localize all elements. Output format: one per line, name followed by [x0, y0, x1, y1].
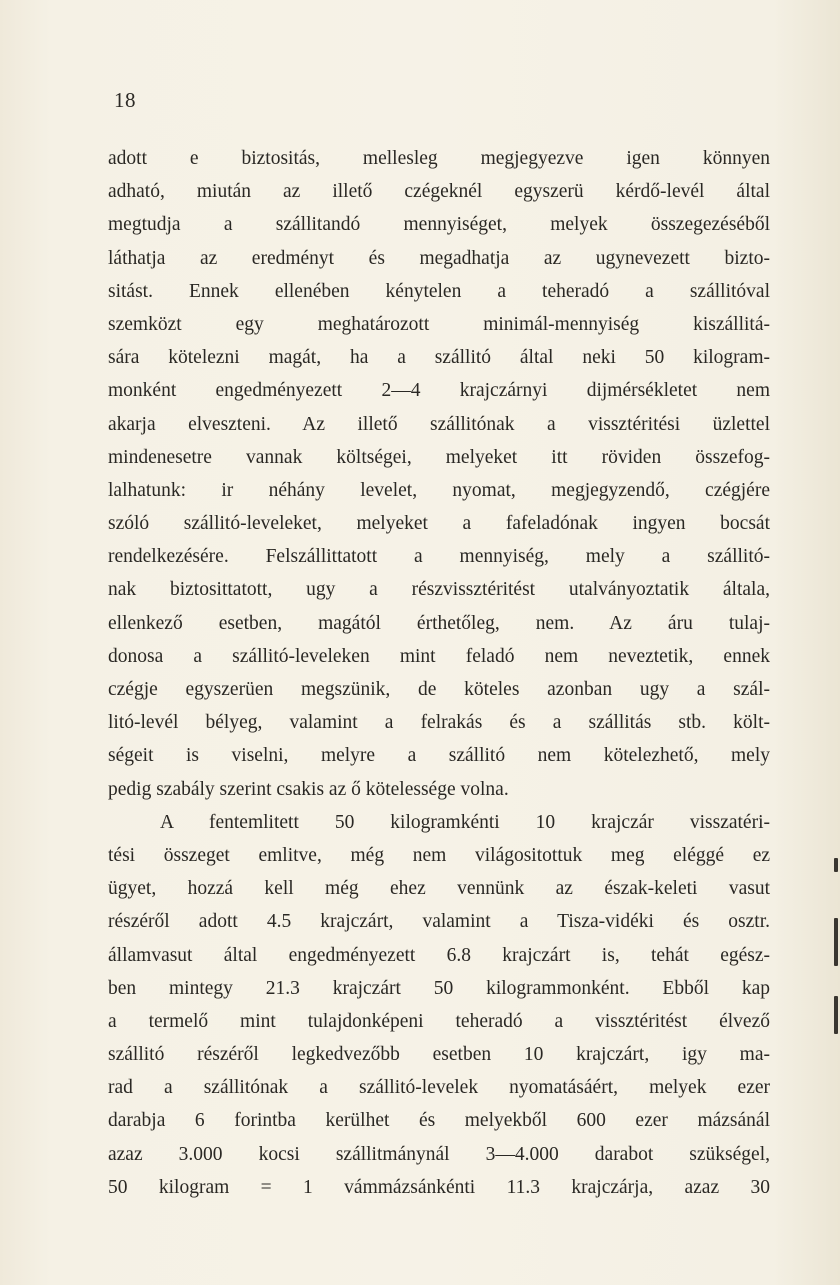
- text-line: adható, miután az illető czégeknél egyszerü kérdő-levél által: [108, 181, 770, 203]
- page-number: 18: [114, 88, 136, 112]
- text-line: a termelő mint tulajdonképeni teheradó a vissztéritést élvező: [108, 1010, 770, 1032]
- text-line: ségeit is viselni, melyre a szállitó nem kötelezhető, mely: [108, 745, 770, 767]
- text-line: czégje egyszerüen megszünik, de köteles azonban ugy a szál-: [108, 679, 770, 700]
- text-line: azaz 3.000 kocsi szállitmánynál 3—4.000 darabot szükségel,: [108, 1143, 770, 1165]
- text-line: megtudja a szállitandó mennyiséget, melyek összegezéséből: [108, 214, 770, 236]
- body-text: [108, 142, 770, 1204]
- text-line: láthatja az eredményt és megadhatja az ugynevezett bizto-: [108, 247, 770, 269]
- text-line: szóló szállitó-leveleket, melyeket a fafeladónak ingyen bocsát: [108, 513, 770, 535]
- text-line: államvasut által engedményezett 6.8 krajczárt is, tehát egész-: [108, 944, 770, 966]
- text-line: szemközt egy meghatározott minimál-mennyiség kiszállitá-: [108, 313, 770, 335]
- text-line: nak biztosittatott, ugy a részvissztéritést utalványoztatik általa,: [108, 579, 770, 601]
- text-line: sitást. Ennek ellenében kénytelen a teheradó a szállitóval: [108, 280, 770, 302]
- text-line: ellenkező esetben, magától érthetőleg, nem. Az áru tulaj-: [108, 612, 770, 634]
- text-line: részéről adott 4.5 krajczárt, valamint a Tisza-vidéki és osztr.: [108, 911, 770, 933]
- text-line: A fentemlitett 50 kilogramkénti 10 krajczár visszatéri-: [160, 811, 770, 833]
- text-line: rad a szállitónak a szállitó-levelek nyomatásáért, melyek ezer: [108, 1077, 770, 1099]
- text-line: ben mintegy 21.3 krajczárt 50 kilogrammonként. Ebből kap: [108, 977, 770, 999]
- text-line: donosa a szállitó-leveleken mint feladó nem neveztetik, ennek: [108, 645, 770, 667]
- text-line: szállitó részéről legkedvezőbb esetben 10 krajczárt, igy ma-: [108, 1044, 770, 1066]
- page-edge-mark: [834, 858, 838, 872]
- page-edge-mark: [834, 918, 838, 966]
- text-line: 50 kilogram = 1 vámmázsánkénti 11.3 krajczárja, azaz 30: [108, 1176, 770, 1198]
- text-line: rendelkezésére. Felszállittatott a mennyiség, mely a szállitó-: [108, 546, 770, 568]
- text-line: monként engedményezett 2—4 krajczárnyi dijmérsékletet nem: [108, 380, 770, 402]
- text-line: darabja 6 forintba kerülhet és melyekből 600 ezer mázsánál: [108, 1110, 770, 1132]
- text-line: lalhatunk: ir néhány levelet, nyomat, megjegyzendő, czégjére: [108, 479, 770, 501]
- text-line: pedig szabály szerint csakis az ő kötelessége volna.: [108, 778, 509, 800]
- page-edge-mark: [834, 996, 838, 1034]
- text-line: sára kötelezni magát, ha a szállitó által neki 50 kilogram-: [108, 347, 770, 369]
- text-line: akarja elveszteni. Az illető szállitónak a vissztéritési üzlettel: [108, 413, 770, 435]
- text-line: tési összeget emlitve, még nem világositottuk meg eléggé ez: [108, 844, 770, 866]
- text-line: adott e biztositás, mellesleg megjegyezve igen könnyen: [108, 148, 770, 169]
- text-line: mindenesetre vannak költségei, melyeket itt röviden összefog-: [108, 446, 770, 468]
- text-line: litó-levél bélyeg, valamint a felrakás és a szállitás stb. költ-: [108, 712, 770, 734]
- text-line: ügyet, hozzá kell még ehez vennünk az észak-keleti vasut: [108, 878, 770, 900]
